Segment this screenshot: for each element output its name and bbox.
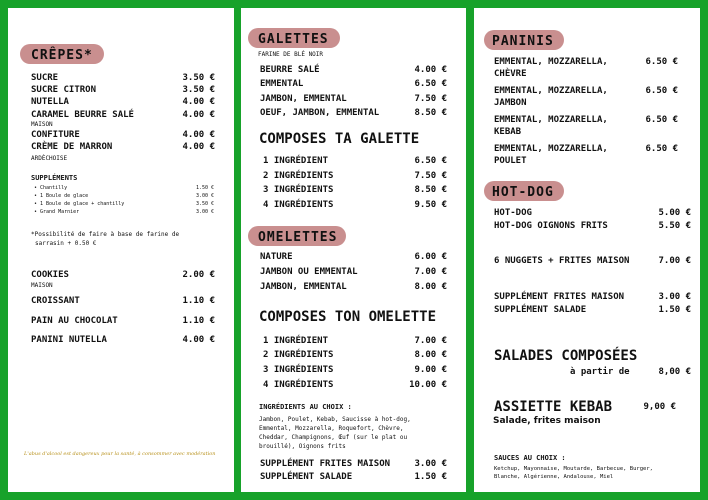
compose-galette-price: 8.50 € (414, 185, 447, 195)
hotdog-title: HOT-DOG (492, 185, 554, 200)
supplement-price: 3.50 € (195, 201, 214, 207)
nuggets-name: 6 NUGGETS + FRITES MAISON (494, 256, 630, 266)
supplement-item: • 1 Boule de glace + chantilly (34, 201, 125, 207)
hotdog-price: 5.00 € (658, 208, 691, 218)
kebab-price: 9,00 € (643, 402, 676, 412)
supplement-price: 3.00 € (195, 209, 214, 215)
galettes-subtitle: FARINE DE BLÉ NOIR (258, 51, 324, 58)
paninis-panel (474, 8, 700, 492)
omelette-price: 6.00 € (414, 252, 447, 262)
panini-price: 6.50 € (645, 86, 678, 96)
supplement-item: • 1 Boule de glace (34, 193, 89, 199)
other-name: COOKIES (31, 270, 69, 280)
sauces-line: Blanche, Algérienne, Andalouse, Miel (494, 474, 614, 480)
sauces-line: Ketchup, Mayonnaise, Moutarde, Barbecue, Burger, (494, 466, 653, 472)
extra-name: SUPPLÉMENT SALADE (494, 305, 587, 315)
omelette-name: JAMBON OU EMMENTAL (260, 267, 358, 277)
extra-price: 1.50 € (414, 472, 447, 482)
galette-name: EMMENTAL (260, 79, 304, 89)
panini-line: JAMBON (494, 98, 527, 108)
crepe-name: CONFITURE (31, 130, 80, 140)
extra-name: SUPPLÉMENT SALADE (260, 472, 353, 482)
panini-price: 6.50 € (645, 57, 678, 67)
crepe-price: 4.00 € (182, 97, 215, 107)
compose-omelette-price: 9.00 € (414, 365, 447, 375)
nuggets-price: 7.00 € (658, 256, 691, 266)
crepes-title: CRÊPES* (31, 48, 93, 63)
galette-name: OEUF, JAMBON, EMMENTAL (260, 108, 380, 118)
extra-price: 1.50 € (658, 305, 691, 315)
ingredients-line: Emmental, Mozzarella, Roquefort, Chèvre, (259, 425, 404, 432)
compose-omelette-name: 2 INGRÉDIENTS (263, 350, 334, 360)
supplement-price: 1.50 € (195, 185, 214, 191)
compose-omelette-price: 7.00 € (414, 336, 447, 346)
crepe-price: 4.00 € (182, 142, 215, 152)
kebab-subtitle: Salade, frites maison (493, 416, 601, 426)
hotdog-name: HOT-DOG OIGNONS FRITS (494, 221, 608, 231)
panini-line: EMMENTAL, MOZZARELLA, (494, 115, 608, 125)
kebab-title: ASSIETTE KEBAB (494, 399, 613, 415)
crepe-price: 4.00 € (182, 130, 215, 140)
other-name: PAIN AU CHOCOLAT (31, 316, 118, 326)
compose-galette-price: 6.50 € (414, 156, 447, 166)
alcohol-warning: L'abus d'alcool est dangereux pour la santé, à consommer avec modération (24, 451, 216, 457)
sarrasin-note: sarrasin + 0.50 € (35, 240, 97, 247)
omelette-name: NATURE (260, 252, 293, 262)
crepe-note: ARDÈCHOISE (31, 155, 68, 162)
other-price: 4.00 € (182, 335, 215, 345)
compose-omelette-name: 3 INGRÉDIENTS (263, 365, 334, 375)
panini-line: EMMENTAL, MOZZARELLA, (494, 86, 608, 96)
ingredients-title: INGRÉDIENTS AU CHOIX : (259, 403, 352, 411)
panini-line: EMMENTAL, MOZZARELLA, (494, 57, 608, 67)
salades-price: 8,00 € (658, 367, 691, 377)
extra-name: SUPPLÉMENT FRITES MAISON (494, 292, 625, 302)
crepe-name: SUCRE (31, 73, 59, 83)
ingredients-line: Jambon, Poulet, Kebab, Saucisse à hot-dog, (259, 416, 411, 423)
panini-price: 6.50 € (645, 115, 678, 125)
galettes-panel (241, 8, 466, 492)
other-price: 1.10 € (182, 296, 215, 306)
crepe-price: 3.50 € (182, 73, 215, 83)
compose-omelette-name: 4 INGRÉDIENTS (263, 380, 334, 390)
crepe-price: 3.50 € (182, 85, 215, 95)
compose-galette-price: 7.50 € (414, 171, 447, 181)
compose-omelette-title: COMPOSES TON OMELETTE (259, 309, 437, 325)
compose-omelette-price: 10.00 € (409, 380, 447, 390)
galette-name: JAMBON, EMMENTAL (260, 94, 347, 104)
other-name: CROISSANT (31, 296, 80, 306)
supplement-price: 3.00 € (195, 193, 214, 199)
omelette-price: 8.00 € (414, 282, 447, 292)
galettes-title: GALETTES (258, 32, 329, 47)
galette-price: 7.50 € (414, 94, 447, 104)
extra-price: 3.00 € (414, 459, 447, 469)
salades-price-label: à partir de (570, 367, 630, 377)
sauces-title: SAUCES AU CHOIX : (494, 454, 566, 462)
panini-line: EMMENTAL, MOZZARELLA, (494, 144, 608, 154)
compose-galette-price: 9.50 € (414, 200, 447, 210)
galette-price: 8.50 € (414, 108, 447, 118)
compose-galette-name: 2 INGRÉDIENTS (263, 171, 334, 181)
omelettes-title: OMELETTES (258, 230, 338, 245)
crepe-name: CARAMEL BEURRE SALÉ (31, 110, 134, 120)
compose-galette-title: COMPOSES TA GALETTE (259, 131, 420, 147)
other-price: 2.00 € (182, 270, 215, 280)
other-note: MAISON (31, 282, 53, 289)
compose-galette-name: 3 INGRÉDIENTS (263, 185, 334, 195)
crepe-name: NUTELLA (31, 97, 69, 107)
panini-line: CHÈVRE (494, 69, 527, 79)
ingredients-line: Cheddar, Champignons, Œuf (sur le plat ou (259, 434, 408, 441)
omelette-price: 7.00 € (414, 267, 447, 277)
compose-galette-name: 4 INGRÉDIENTS (263, 200, 334, 210)
supplement-item: • Chantilly (34, 185, 68, 191)
other-name: PANINI NUTELLA (31, 335, 107, 345)
compose-galette-name: 1 INGRÉDIENT (263, 156, 329, 166)
compose-omelette-name: 1 INGRÉDIENT (263, 336, 329, 346)
hotdog-name: HOT-DOG (494, 208, 532, 218)
other-price: 1.10 € (182, 316, 215, 326)
crepe-note: MAISON (31, 121, 53, 128)
hotdog-price: 5.50 € (658, 221, 691, 231)
extra-name: SUPPLÉMENT FRITES MAISON (260, 459, 391, 469)
galette-price: 4.00 € (414, 65, 447, 75)
galette-name: BEURRE SALÉ (260, 65, 320, 75)
panini-price: 6.50 € (645, 144, 678, 154)
sarrasin-note: *Possibilité de faire à base de farine de (31, 231, 180, 238)
supplement-item: • Grand Marnier (34, 209, 80, 215)
galette-price: 6.50 € (414, 79, 447, 89)
panini-line: POULET (494, 156, 527, 166)
paninis-title: PANINIS (492, 34, 554, 49)
crepe-name: SUCRE CITRON (31, 85, 97, 95)
extra-price: 3.00 € (658, 292, 691, 302)
crepe-price: 4.00 € (182, 110, 215, 120)
crepes-panel (8, 8, 234, 492)
crepe-name: CRÈME DE MARRON (31, 142, 113, 152)
supplements-title: SUPPLÉMENTS (31, 174, 78, 182)
panini-line: KEBAB (494, 127, 522, 137)
compose-omelette-price: 8.00 € (414, 350, 447, 360)
salades-title: SALADES COMPOSÉES (494, 348, 638, 364)
omelette-name: JAMBON, EMMENTAL (260, 282, 347, 292)
ingredients-line: brouillé), Oignons frits (259, 443, 346, 450)
